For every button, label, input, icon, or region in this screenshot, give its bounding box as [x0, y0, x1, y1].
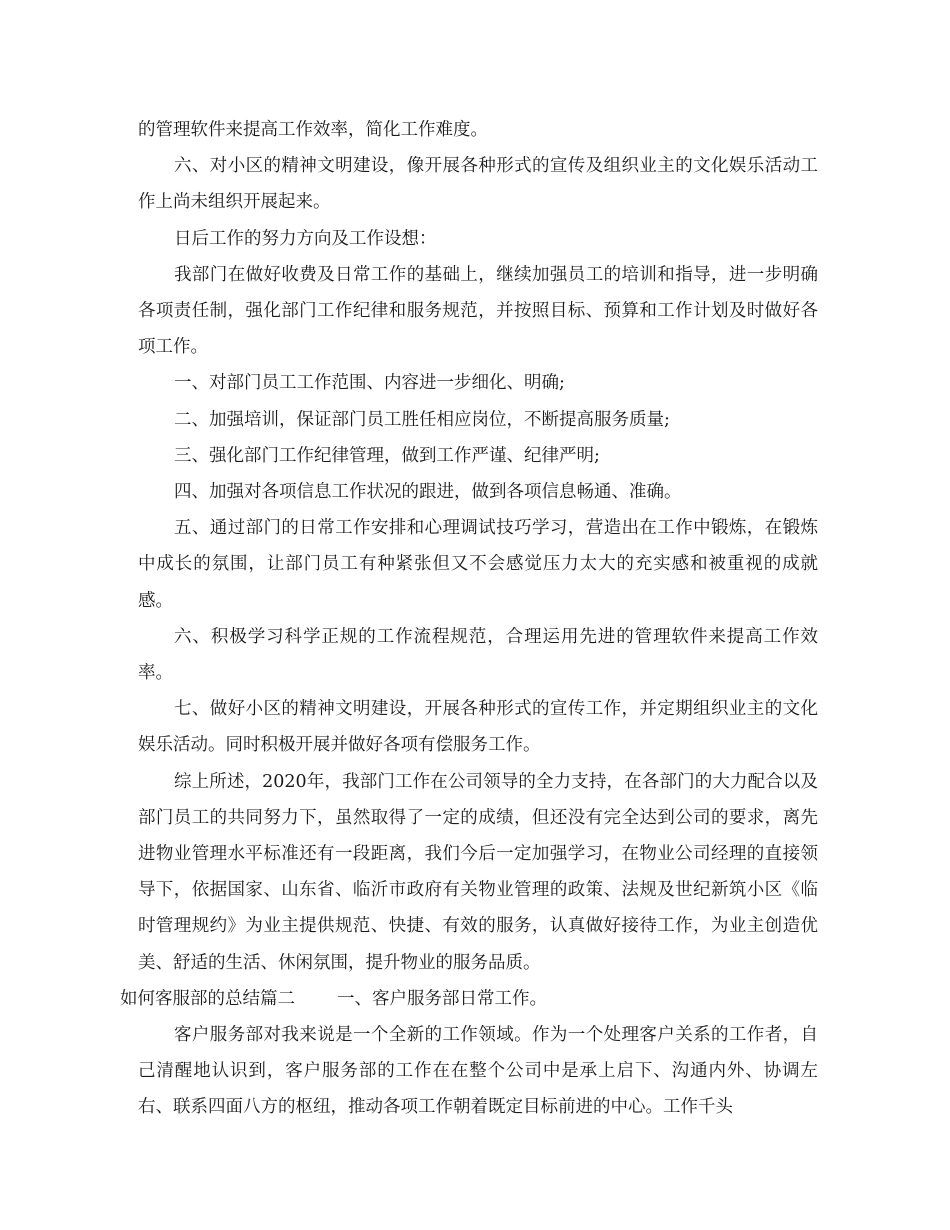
section-subtitle: 一、客户服务部日常工作。 — [337, 988, 547, 1009]
summary-paragraph: 综上所述，2020年，我部门工作在公司领导的全力支持，在各部门的大力配合以及部门员工的共同努力下，虽然取得了一定的成绩，但还没有完全达到公司的要求，离先进物业管理水平标准还有一段距离，我们今后一定加强学习，在物业公司经理的直接领导下，依据国家、山东省、临沂市政府有关物业管理的政策、法规及世纪新筑小区《临时管理规约》为业主提供规范、快捷、有效的服务，认真做好接待工作，为业主创造优美、舒适的生活、休闲氛围，提升物业的服务品质。 — [138, 771, 818, 973]
closing-paragraph: 客户服务部对我来说是一个全新的工作领域。作为一个处理客户关系的工作者，自己清醒地认识到，客户服务部的工作在在整个公司中是承上启下、沟通内外、协调左右、联系四面八方的枢纽，推动各项工作朝着既定目标前进的中心。工作千头 — [138, 1025, 818, 1118]
list-item: 三、强化部门工作纪律管理，做到工作严谨、纪律严明; — [174, 445, 600, 466]
list-item: 七、做好小区的精神文明建设，开展各种形式的宣传工作，并定期组织业主的文化娱乐活动。同时积极开展并做好各项有偿服务工作。 — [138, 699, 818, 756]
document-body — [120, 112, 818, 1126]
section-title: 如何客服部的总结篇二 — [120, 988, 295, 1009]
list-item: 六、积极学习科学正规的工作流程规范，合理运用先进的管理软件来提高工作效率。 — [138, 626, 818, 684]
paragraph: 的管理软件来提高工作效率，简化工作难度。 — [138, 120, 488, 140]
paragraph: 六、对小区的精神文明建设，像开展各种形式的宣传及组织业主的文化娱乐活动工作上尚未组织开展起来。 — [138, 156, 818, 213]
paragraph: 日后工作的努力方向及工作设想： — [174, 228, 437, 249]
list-item: 四、加强对各项信息工作状况的跟进，做到各项信息畅通、准确。 — [174, 482, 682, 503]
list-item: 二、加强培训，保证部门员工胜任相应岗位，不断提高服务质量; — [174, 409, 670, 430]
list-item: 五、通过部门的日常工作安排和心理调试技巧学习，营造出在工作中锻炼，在锻炼中成长的氛围，让部门员工有种紧张但又不会感觉压力太大的充实感和被重视的成就感。 — [138, 518, 818, 611]
list-item: 一、对部门员工工作范围、内容进一步细化、明确; — [174, 373, 565, 394]
section-heading — [120, 981, 818, 1017]
paragraph: 我部门在做好收费及日常工作的基础上，继续加强员工的培训和指导，进一步明确各项责任制，强化部门工作纪律和服务规范，并按照目标、预算和工作计划及时做好各项工作。 — [138, 264, 818, 358]
